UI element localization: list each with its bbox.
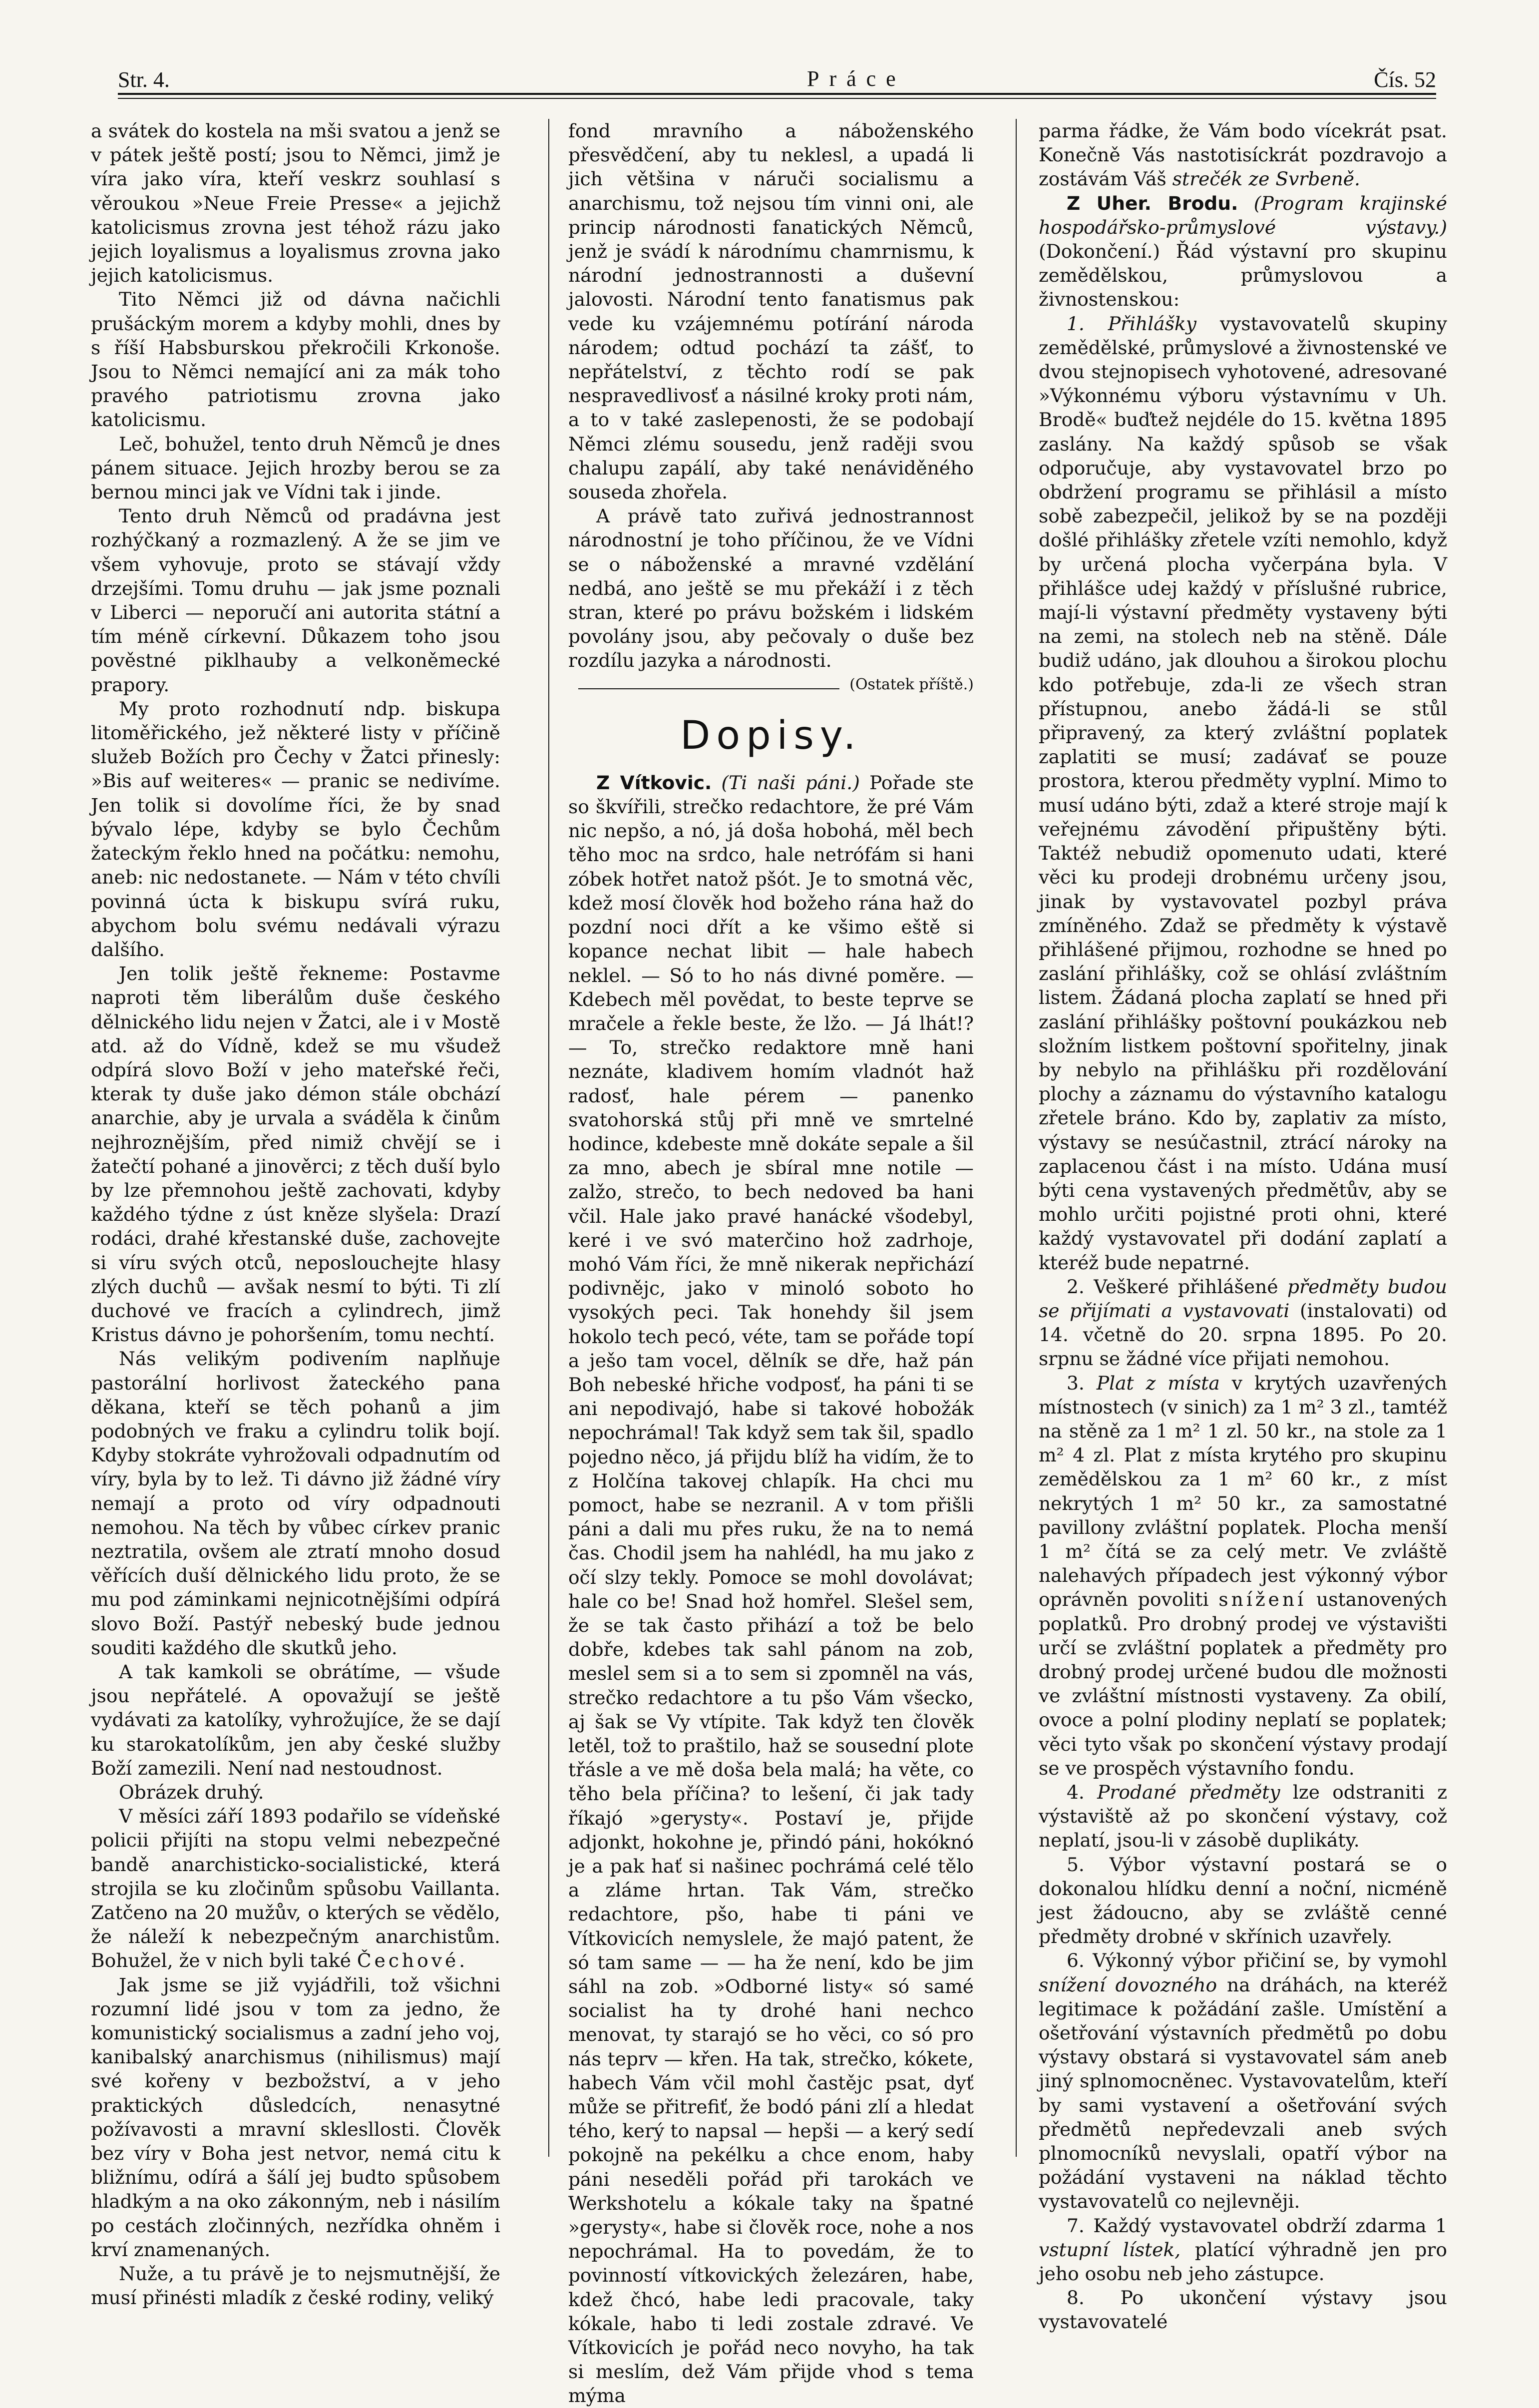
emphasis: vstupní lístek, — [1039, 2238, 1181, 2261]
text-run: 3. — [1067, 1372, 1085, 1394]
page-number: Str. 4. — [118, 67, 170, 92]
text-run: v krytých uzavřených místnostech (v sinich) za 1 m² 3 zl., tamtéž na stěně za 1 m² 1 zl. 50 kr., na stole za 1 m² 4 zl. Plat z místa krytého pro skupinu zemědělskou za 1 m² 60 kr., z míst nekrytých 1 m² 50 kr., za samostatné pavillony zvláštní poplatek. Plocha menší 1 m² čítá se za celý metr. Ve zvláště nalehavých případech jest výkonný výbor oprávněn povoliti — [1039, 1372, 1447, 1611]
list-item — [1039, 1780, 1447, 1853]
section-title: Dopisy. — [680, 713, 862, 758]
text-run: na dráhách, na kteréž legitimace k požádání zašle. Umístění a ošetřování výstavních předmětů po dobu výstavy obstará si vystavovatel sám aneb jiný splnomocněnec. Vystavovatelům, kteří by sami vystavení a ošetřování svých předmětů nepředevzali aneb svých plnomocníků nevyslali, opatří výbor na požádání vystaveni na náklad těchto vystavovatelů co nejlevněji. — [1039, 1973, 1447, 2213]
list-item — [1039, 1371, 1447, 1780]
text-run: parma řádke, že Vám bodo vícekrát psat. Konečně Vás nastotisíckrát pozdravojo a zostávám Váš — [1039, 120, 1447, 190]
paragraph — [91, 1804, 500, 1972]
text-run: platící výhradně jen pro jeho osobu neb jeho zástupce. — [1039, 2238, 1447, 2285]
text-run: 7. Každý vystavovatel obdrží zdarma 1 — [1067, 2214, 1447, 2237]
column-2 — [568, 119, 974, 2407]
text-run: lze odstraniti z výstaviště až po skončení výstavy, což neplatí, jsou-li v zásobě duplikáty. — [1039, 1781, 1447, 1852]
paragraph: Leč, bohužel, tento druh Němců je dnes pánem situace. Jejich hrozby berou se za bernou minci jak ve Vídni tak i jinde. — [91, 433, 500, 503]
column-3 — [1039, 119, 1447, 2333]
paragraph — [1039, 119, 1447, 191]
text-run: 6. Výkonný výbor přičiní se, by vymohl — [1067, 1949, 1447, 1972]
paragraph: A tak kamkoli se obrátíme, — všude jsou nepřátelé. A opovažují se ještě vydávati za katolíky, vyhrožujíce, že se dají ku starokatolíkům, jen aby české služby Boží zamezili. Není nad nestoudnost. — [91, 1661, 500, 1779]
rule — [578, 688, 839, 689]
text-run: (instalovati) od 14. včetně do 20. srpna 1895. Po 20. srpnu se žádné více přijati nemohou. — [1039, 1299, 1447, 1370]
article-title: (Program krajinské hospodářsko-průmyslové výstavy.) — [1039, 192, 1447, 238]
paragraph: A právě tato zuřivá jednostrannost národnostní je toho příčinou, že ve Vídni se o náboženské a mravné vzdělání nedbá, ano ještě se mu překáží i z těch stran, které po právu božském i lidském povolány jsou, aby pečovaly o duše bez rozdílu jazyka a národnosti. — [568, 505, 974, 672]
header-rule — [118, 93, 1436, 99]
text-run: 2. Veškeré přihlášené — [1067, 1275, 1278, 1298]
text-run: vystavovatelů skupiny zemědělské, průmyslové a živnostenské ve dvou stejnopisech vyhotovené, adresované »Výkonnému výboru výstavnímu v Uh. Brodě« buďtež nejdéle do 15. května 1895 zaslány. Na každý spůsob se však odporučuje, aby vystavovatel brzo po obdržení programu se přihlásil a místo sobě zabezpečil, jelikož by se na později došlé přihlášky zřetele vzíti nemohlo, když by určená plocha vyčerpána byla. V přihlášce udej každý v příslušné rubrice, mají-li výstavní předměty vystaveny býti na zemi, na stolech neb na stěně. Dále budiž udáno, jak dlouhou a širokou plochu kdo potřebuje, zda-li ze všech stran přístupnou, anebo žádá-li se stůl připravený, za který zvláštní poplatek zaplatiti se musí; zadávať se pouze prostora, kterou předměty vyplní. Mimo to musí udáno býti, zdaž a které stroje mají k veřejnému závodění připuštěny býti. Taktéž nebudiž opomenuto udati, které věci ku prodeji drobnému určeny jsou, jinak by vystavovatel pozbyl práva zmíněného. Zdaž se předměty k výstavě přihlášené přijmou, rozhodne se hned po zaslání přihlášky, což se ohlásí zvláštním listem. Žádaná plocha zaplatí se hned při zaslání přihlášky poštovní poukázkou neb složním listkem poštovní spořitelny, jinak by nebylo na přihlášku při rozdělování plochy a záznamu do výstavního katalogu zřetele bráno. Kdo by, zaplativ za místo, výstavy se nesúčastnil, ztrácí nároky na zaplacenou část i na místo. Udána musí býti cena vystavených předmětův, aby se mohlo určiti pojistné proti ohni, které každý vystavovatel při dodání zaplatí a kteréž bude nepatrné. — [1039, 312, 1447, 1274]
paragraph: Jak jsme se již vyjádřili, tož všichni rozumní lidé jsou v tom za jedno, že komunistický socialismus a zadní jeho voj, kanibalský anarchismus (nihilismus) mají své kořeny v bezbožství, a v jeho praktických důsledcích, nenasytné požívavosti a mravní sklesllosti. Člověk bez víry v Boha jest netvor, nemá citu k bližnímu, odírá a šálí jej budto spůsobem hladkým a na oko zákonným, neb i násilím po cestách zločinných, nezřídka ohněm i krví znamenaných. — [91, 1973, 500, 2261]
text-run: ustanovených poplatků. Pro drobný prodej ve výstavišti určí se zvláštní poplatek a předměty pro drobný prodej určené budou dle možnosti ve zvláštní místnosti vystaveny. Za obilí, ovoce a polní plodiny neplatí se poplatek; věci tyto však po skončení výstavy prodají se ve prospěch výstavního fondu. — [1039, 1588, 1447, 1779]
signature: strečék ze Svrbeně. — [1172, 168, 1360, 190]
list-item — [1039, 2214, 1447, 2286]
text-run: V měsíci září 1893 podařilo se vídeňské policii přijíti na stopu velmi nebezpečné bandě anarchisticko-socialistické, která strojila se ku zločinům spůsobu Vaillanta. Zatčeno na 20 mužův, o kterých se vědělo, že náleží k nebezpečným anarchistům. Bohužel, že v nich byli také — [91, 1805, 500, 1972]
continued-label: (Ostatek příště.) — [849, 675, 974, 693]
list-item — [1039, 312, 1447, 1275]
letter-body: Pořade ste so škvířili, strečko redachtore, že pré Vám nic nepšo, a nó, já doša hobohá, měl bech těho moc na srdco, hale netrófám si hani zóbek hotřet natož pšót. Je to smotná věc, kdež mosí člověk hod božeho rána haž do pozdní noci dřít a ke všimo eště si kopance nechat libit — hale habech neklel. — Só to ho nás divné poměre. — Kdebech měl povědat, to beste teprve se mračele a řekle beste, že lžo. — Já lhát!? — To, strečko redaktore mně hani neznáte, kladivem homím vladnót haž radosť, hale pérem — panenko svatohorská stůj při mně ve smrtelné hodince, kdebeste mně dokáte sepale a šil za mno, abech je sbíral mne notile — zalžo, strečo, to bech nedoved ba hani včil. Hale jako pravé hanácké všodebyl, keré i ve svó materčino hož zadrhoje, mohó Vám říci, že mně nikerak nepřichází podivnějc, jako v minoló soboto ho vysokých peci. Tak honehdy šil jsem hokolo tech pecó, véte, tam se pořáde topí a ješo tam vocel, dělník se dře, haž pán Boh nebeské hřiche vodposť, ha páni ti se ani nepodivajó, habe si takové hobožák nepochrámal! Tak když sem tak šil, spadlo pojedno něco, já přijdu blíž ha vidím, že to z Holčína takovej chlapík. Ha chci mu pomoct, habe se nezranil. A v tom přišli páni a dali mu přes ruku, že na to nemá čas. Chodil jsem ha nahlédl, ha mu jako z očí slzy tekly. Pomoce se mohl dovolávat; hale co be! Snad hož homřel. Slešel sem, že se tak často přihází a tož be belo dobře, kdebes tak sahl pánom na zob, meslel sem si a to sem si zpomněl na vás, strečko redachtore a tu pšo Vám všecko, aj šak se Vy vtípite. Tak když ten člověk letěl, tož to praštilo, haž se sousední plote třásle a ve mě doša bela malá; ha věte, co těho bela příčina? to lešení, či jak tady říkajó »gerysty«. Postaví je, přijde adjonkt, hokohne je, přindó páni, hokóknó je a pak hať si našinec pochrámá celé tělo a zláme hrtan. Tak Vám, strečko redachtore, pšo, habe ti páni ve Vítkovicích nemyslele, že majó patent, že só tam same — — ha že není, kdo be jim sáhl na zob. »Odborné listy« só samé socialist ha ty drohé hani nechco menovat, ty starajó se ho věci, co só pro nás teprv — křen. Ha tak, strečko, kókete, habech Vám včil mohl častějc psat, dyť může se přitrefiť, že bodó páni zlí a hledat tého, kerý to napsal — hepši — a kerý sedí pokojně na pekélku a chce enom, haby páni neseděli pořád při tarokách ve Werkshotelu a kókale taky na špatné »gerysty«, habe si člověk roce, nohe a nos nepochrámal. Ha to povedám, že to povinností vítkovických železáren, habe, kdež čhcó, habe ledi pracovale, taky kókale, habo ti ledi zostale zdravé. Ve Vítkovicích je pořád neco novyho, ha tak si meslím, dež Vám přijde vhod s tema mýma — [568, 771, 974, 2407]
emphasis: Prodané předměty — [1097, 1781, 1280, 1804]
paragraph: fond mravního a náboženského přesvědčení, aby tu neklesl, a upadá li jich většina v náruči socialismu a anarchismu, tož nejsou tím vinni oni, ale princip národnosti fanatických Němců, jenž je svádí k národnímu chamrnismu, k národní jednostrannosti a duševní jalovosti. Národní tento fanatismus pak vede ku vzájemnému potírání národa národem; odtud pochází ta zášť, to nepřátelství, z těchto rodí se pak nespravedlivosť a násilné kroky proti nám, a to v také zaslepenosti, že se podobají Němci zlému sousedu, jenž raději svou chalupu zapálí, aby také nenáviděného souseda zhořela. — [568, 120, 974, 503]
dateline: Z Uher. Brodu. — [1067, 192, 1238, 214]
letter-subtitle: (Ti naši páni.) — [721, 771, 860, 794]
emphasis: snížení — [1218, 1588, 1307, 1611]
subheading: Obrázek druhý. — [119, 1781, 264, 1804]
paragraph: Nás velikým podivením naplňuje pastorální horlivost žateckého pana děkana, kteří se těch pohanů a jim podobných ve fraku a cylindru tolik bojí. Kdyby stokráte vyhrožovali odpadnutím od víry, byla by to lež. Ti dávno již žádné víry nemají a proto od víry odpadnouti nemohou. Na těch by vůbec církev pranic neztratila, ovšem ale ztratí mnoho dosud věřících duší dělnického lidu proto, že se mu pod záminkami nejnicotnějšími odpírá slovo Boží. Pastýř nebeský bude jednou souditi každého dle skutků jeho. — [91, 1348, 500, 1659]
paragraph: Tito Němci již od dávna načichli prušáckým morem a kdyby mohli, dnes by s říší Habsburskou překročili Krkonoše. Jsou to Němci nemající ani za mák toho pravého patriotismu zrovna jako katolicismu. — [91, 288, 500, 431]
text-run: 4. — [1067, 1781, 1085, 1804]
column-divider — [1016, 119, 1017, 2157]
article — [1039, 191, 1447, 312]
list-item — [1039, 1948, 1447, 2213]
emphasis: Plat z místa — [1096, 1372, 1220, 1394]
item-head: 1. Přihlášky — [1067, 312, 1196, 335]
paragraph: Nuže, a tu právě je to nejsmutnější, že musí přinésti mladík z české rodiny, veliký — [91, 2263, 500, 2309]
page-header — [118, 60, 1436, 95]
letter — [568, 771, 974, 2408]
column-1 — [91, 119, 500, 2309]
paragraph: Tento druh Němců od pradávna jest rozhýčkaný a rozmazlený. A že se jim ve všem vyhovuje, proto se stávají vždy drzejšími. Tomu druhu — jak jsme poznali v Liberci — neporučí ani autorita státní a tím méně církevní. Důkazem toho jsou pověstné piklhauby a velkoněmecké prapory. — [91, 505, 500, 696]
text-run: (Dokončení.) Řád výstavní pro skupinu zemědělskou, průmyslovou a živnostenskou: — [1039, 240, 1447, 311]
list-item — [1039, 1275, 1447, 1371]
emphasis: Čechové. — [357, 1949, 468, 1972]
list-item: 8. Po ukončení výstavy jsou vystavovatelé — [1039, 2287, 1447, 2333]
emphasis: snížení dovozného — [1039, 1973, 1217, 1996]
emphasis: předměty budou se přijímati a vystavovati — [1039, 1275, 1447, 1322]
paragraph: My proto rozhodnutí ndp. biskupa litoměřického, jež některé listy v příčině služeb Božích pro Čechy v Žatci přinesly: »Bis auf weiteres« — pranic se nedivíme. Jen tolik si dovolíme říci, že by snad bývalo lépe, kdyby se bylo Čechům žateckým řeklo hned na počátku: nemohu, aneb: nic nedostanete. — Nám v této chvíli povinná úcta k biskupu svírá ruku, abychom bolu svému nedávali výrazu dalšího. — [91, 697, 500, 961]
paragraph: a svátek do kostela na mši svatou a jenž se v pátek ještě postí; jsou to Němci, jimž je víra jako víra, kteří veskrz souhlasí s věroukou »Neue Freie Presse« a jejichž katolicismus zrovna jest téhož rázu jako jejich loyalismus a loyalismus zrovna jako jejich katolicismus. — [91, 120, 500, 287]
column-divider — [548, 119, 549, 2157]
masthead-title: Práce — [807, 66, 906, 91]
issue-number: Čís. 52 — [1374, 67, 1436, 92]
continuation-note — [568, 673, 974, 697]
dateline: Z Vítkovic. — [596, 771, 712, 794]
list-item: 5. Výbor výstavní postará se o dokonalou hlídku denní a noční, nicméně jest žádoucno, aby se zvláště cenné předměty drobné v skřínich uzavřely. — [1039, 1853, 1447, 1948]
paragraph: Jen tolik ještě řekneme: Postavme naproti těm liberálům duše českého dělnického lidu nejen v Žatci, ale i v Mostě atd. až do Vídně, kdež se mu všudež odpírá slovo Boží v jeho mateřské řeči, kterak ty duše jako démon stále obchází anarchie, aby je urvala a sváděla k činům nejhroznějším, před nimiž chvějí se i žatečtí pohané a jinověrci; z těch duší bylo by lze přemnohou ještě zachovati, kdyby každého týdne z úst kněze slyšela: Drazí rodáci, drahé křestanské duše, zachovejte si víru svých otců, neposlouchejte hlasy zlých duchů — avšak nesmí to býti. Ti zlí duchové ve fracích a cylindrech, jimž Kristus dávno je pohoršením, tomu nechtí. — [91, 963, 500, 1346]
